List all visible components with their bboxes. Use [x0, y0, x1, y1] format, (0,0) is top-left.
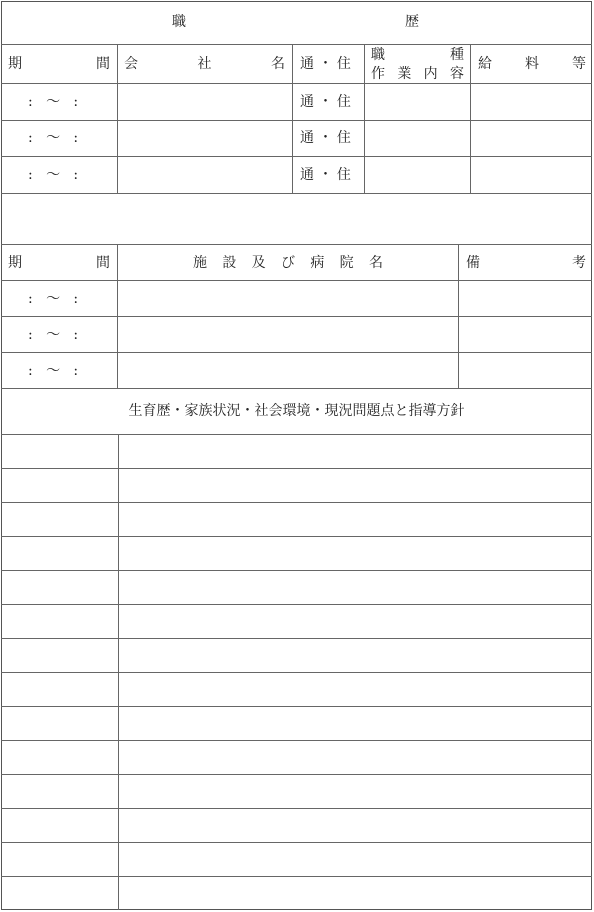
history-row-line [1, 672, 592, 673]
history-row-line [1, 774, 592, 775]
period-field[interactable]: : 〜 : [28, 130, 79, 146]
history-title: 生育歴・家族状況・社会環境・現況問題点と指導方針 [128, 403, 465, 419]
career-header-job-type: 職 種 [371, 47, 464, 63]
career-header-period: 期 間 [8, 56, 110, 72]
history-row-line [1, 570, 592, 571]
career-header-work-content: 作 業 内 容 [371, 66, 464, 82]
history-row-line [1, 604, 592, 605]
career-title-left: 職 [172, 14, 186, 30]
facility-header-period: 期 間 [8, 255, 110, 271]
period-field[interactable]: : 〜 : [28, 327, 79, 343]
history-row-line [1, 842, 592, 843]
period-field[interactable]: : 〜 : [28, 291, 79, 307]
period-field[interactable]: : 〜 : [28, 94, 79, 110]
career-header-company: 会 社 名 [124, 56, 285, 72]
period-field[interactable]: : 〜 : [28, 167, 79, 183]
facility-header-remarks: 備 考 [466, 255, 586, 271]
history-row-line [1, 638, 592, 639]
history-row-line [1, 706, 592, 707]
career-title-right: 歴 [405, 14, 419, 30]
history-row-line [1, 502, 592, 503]
commute-options[interactable]: 通 ・ 住 [300, 167, 351, 183]
history-row-line [1, 808, 592, 809]
facility-header-name: 施 設 及 び 病 院 名 [193, 255, 383, 271]
history-row-line [1, 876, 592, 877]
history-row-line [1, 536, 592, 537]
period-field[interactable]: : 〜 : [28, 363, 79, 379]
commute-options[interactable]: 通 ・ 住 [300, 94, 351, 110]
commute-options[interactable]: 通 ・ 住 [300, 130, 351, 146]
career-header-commute: 通 ・ 住 [300, 56, 351, 72]
history-row-line [1, 740, 592, 741]
career-header-salary: 給 料 等 [478, 56, 586, 72]
history-row-line [1, 468, 592, 469]
